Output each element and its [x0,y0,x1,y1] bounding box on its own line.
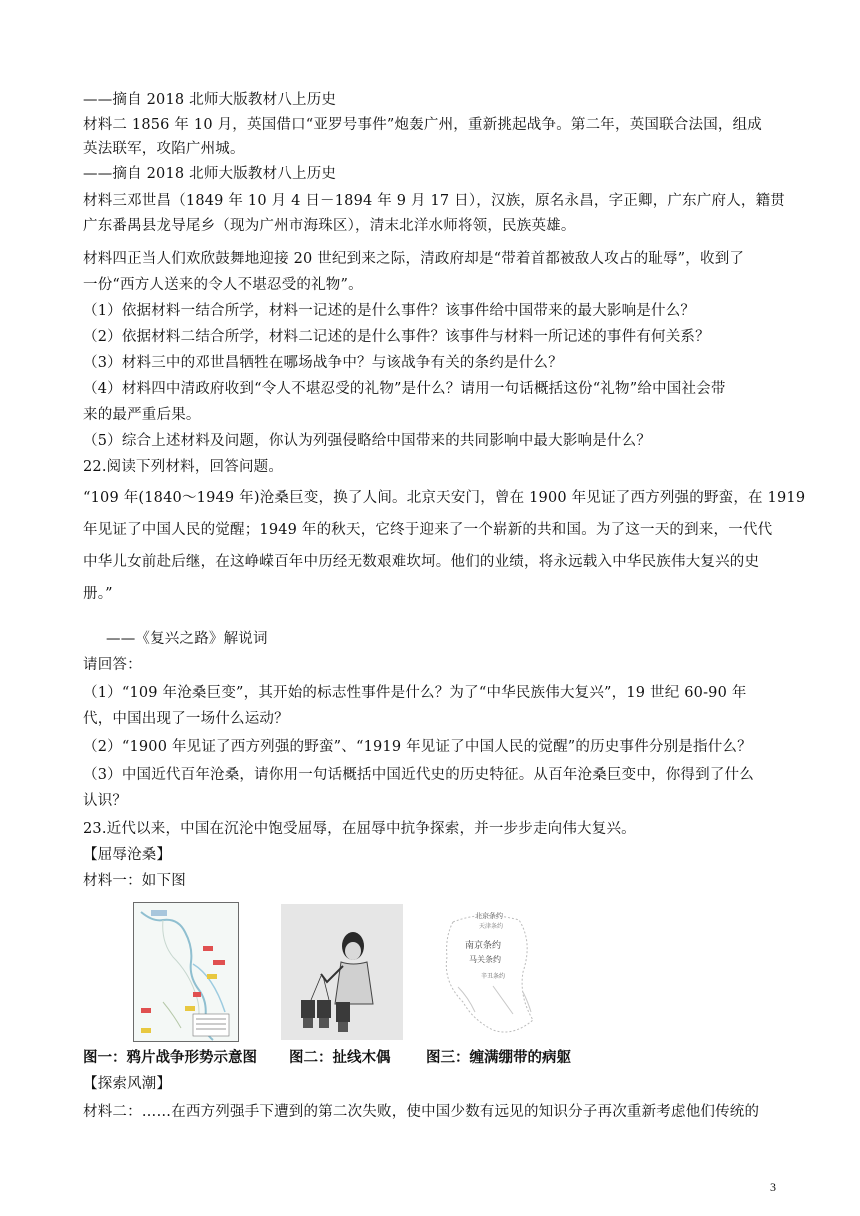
figure3-label: 北京条约 [475,912,503,920]
text-line: 材料一：如下图 [83,873,186,889]
question-line: 认识？ [83,793,128,809]
figure3-label: 南京条约 [465,941,502,951]
text-line: 材料四正当人们欢欣鼓舞地迎接 20 世纪到来之际，清政府却是“带着首都被敌人攻占的耻辱”，收到了 [83,251,745,267]
page-number: 3 [770,1180,776,1194]
question-heading: 23.近代以来，中国在沉沦中饱受屈辱，在屈辱中抗争探索，并一步步走向伟大复兴。 [83,821,636,837]
text-line: 英法联军，攻陷广州城。 [83,141,245,157]
figure-caption-3: 图三：缠满绷带的病躯 [426,1050,571,1066]
figure-caption-1: 图一：鸦片战争形势示意图 [83,1050,257,1066]
question-line: （2）“1900 年见证了西方列强的野蛮”、“1919 年见证了中国人民的觉醒”的历史事件分别是指什么？ [83,739,752,755]
quote-source: ——《复兴之路》解说词 [106,631,268,647]
text-line: ——摘自 2018 北师大版教材八上历史 [83,166,337,182]
figure-row [133,902,613,1042]
question-line: （4）材料四中清政府收到“令人不堪忍受的礼物”是什么？请用一句话概括这份“礼物”给中国社会带 [83,381,726,397]
section-heading: 【探索风潮】 [83,1076,172,1092]
text-line: 一份“西方人送来的令人不堪忍受的礼物”。 [83,277,363,293]
figure3-label: 辛丑条约 [481,973,506,980]
quote-line: 年见证了中国人民的觉醒；1949 年的秋天，它终于迎来了一个崭新的共和国。为了这一天的到来，一代代 [83,522,773,538]
question-line: （1）依据材料一结合所学，材料一记述的是什么事件？该事件给中国带来的最大影响是什么？ [83,303,696,319]
quote-line: 中华儿女前赴后继，在这峥嵘百年中历经无数艰难坎坷。他们的业绩，将永远载入中华民族伟大复兴的史 [83,554,760,570]
question-line: （3）材料三中的邓世昌牺牲在哪场战争中？与该战争有关的条约是什么？ [83,355,563,371]
section-heading: 【屈辱沧桑】 [83,847,172,863]
question-line: 代，中国出现了一场什么运动？ [83,711,289,727]
question-line: （1）“109 年沧桑巨变”，其开始的标志性事件是什么？为了“中华民族伟大复兴”，19 世纪 60-90 年 [83,685,747,701]
figure3-label: 天津条约 [479,923,504,930]
quote-line: “109 年(1840～1949 年)沧桑巨变，换了人间。北京天安门，曾在 1900 年见证了西方列强的野蛮，在 1919 [83,490,806,506]
question-heading: 22.阅读下列材料，回答问题。 [83,459,284,475]
text-line: ——摘自 2018 北师大版教材八上历史 [83,92,337,108]
text-line: 请回答： [83,657,142,673]
question-line: （5）综合上述材料及问题，你认为列强侵略给中国带来的共同影响中最大影响是什么？ [83,433,652,449]
question-line: （2）依据材料二结合所学，材料二记述的是什么事件？该事件与材料一所记述的事件有何关系？ [83,329,710,345]
text-line: 材料二：……在西方列强手下遭到的第二次失败，使中国少数有远见的知识分子再次重新考虑他们传统的 [83,1104,760,1120]
text-line: 材料二 1856 年 10 月，英国借口“亚罗号事件”炮轰广州，重新挑起战争。第二年，英国联合法国，组成 [83,117,763,133]
figure-caption-2: 图二：扯线木偶 [289,1050,391,1066]
question-line: 来的最严重后果。 [83,407,201,423]
quote-line: 册。” [83,586,113,602]
puppet-cartoon-image [281,904,403,1040]
text-line: 材料三邓世昌（1849 年 10 月 4 日－1894 年 9 月 17 日），汉族，原名永昌，字正卿，广东广府人，籍贯 [83,193,785,209]
opium-war-map-image [133,902,239,1042]
figure3-label: 马关条约 [469,955,501,964]
text-line: 广东番禺县龙导尾乡（现为广州市海珠区），清末北洋水师将领，民族英雄。 [83,218,576,234]
bandaged-body-image [423,902,558,1042]
question-line: （3）中国近代百年沧桑，请你用一句话概括中国近代史的历史特征。从百年沧桑巨变中，你得到了什么 [83,767,754,783]
